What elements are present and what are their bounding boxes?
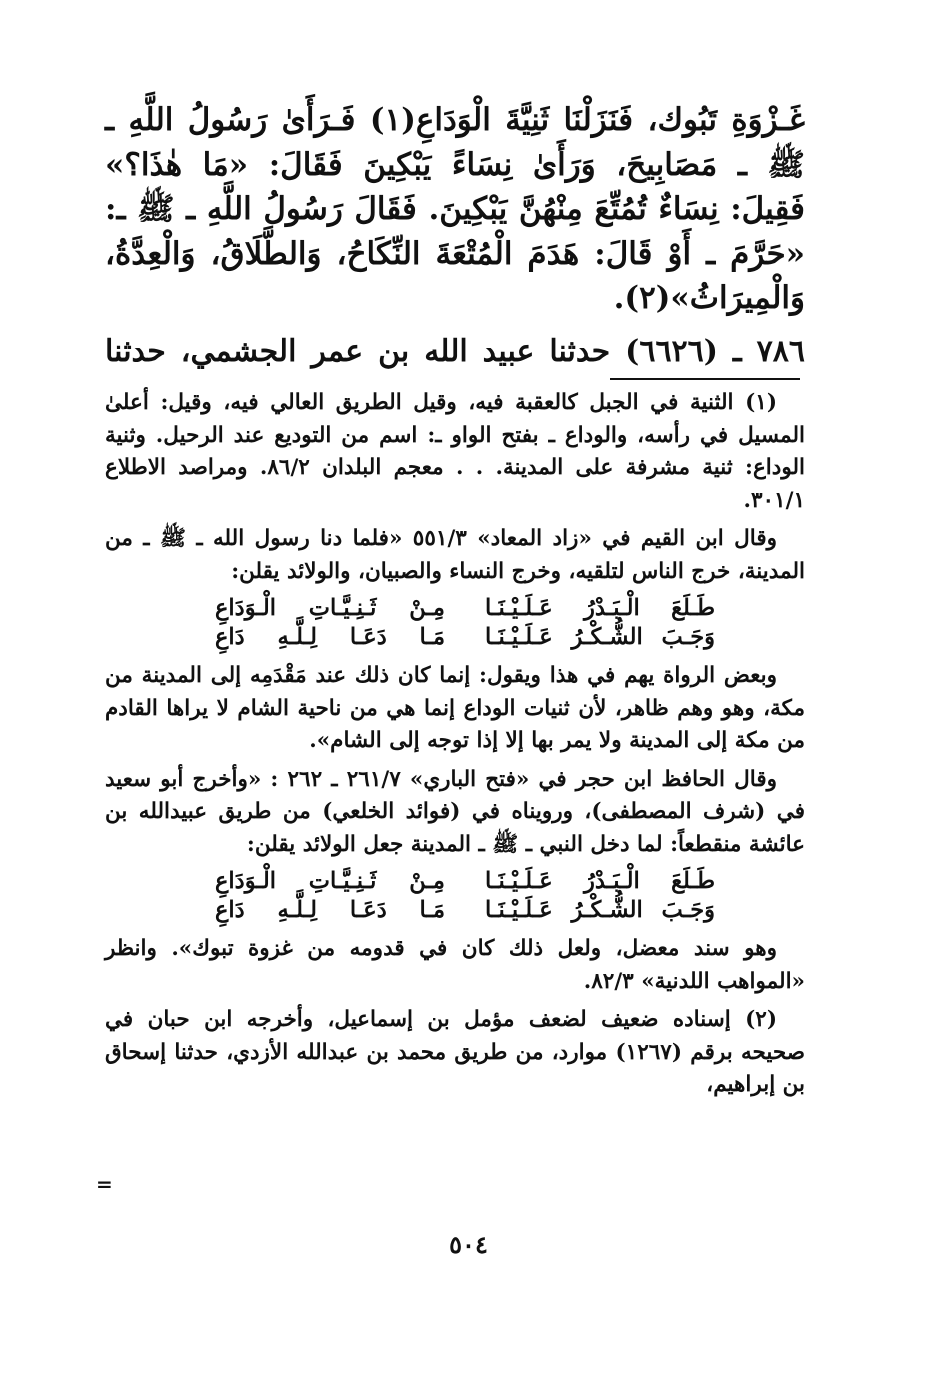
hemistich: مَـا دَعَـا لِـلَّـهِ دَاعِ [215, 897, 445, 923]
footnote-1-ibn-hajar: وقال الحافظ ابن حجر في «فتح الباري» ٢٦١/٧ ـ ٢٦٢ : «وأخرج أبو سعيد في (شرف المصطفى)، ورويناه في (فوائد الخلعي) من طريق عبيدالله بن عائشة منقطعاً: لما دخل النبي ـ ﷺ ـ المدينة جعل الولائد يقلن: [105, 766, 805, 857]
hemistich: وَجَـبَ الشُّـكْـرُ عَـلَـيْـنَـا [485, 897, 715, 923]
poem-1-verse-2 [105, 623, 715, 652]
poem-2-verse-1 [105, 867, 715, 896]
hemistich: طَـلَعَ الْـبَـدْرُ عَـلَـيْـنَـا [485, 868, 715, 894]
page-number: ٥٠٤ [449, 1230, 488, 1259]
footnote-1-ibn-qayyim: وقال ابن القيم في «زاد المعاد» ٥٥١/٣ «فلما دنا رسول الله ـ ﷺ ـ من المدينة، خرج الناس لتلقيه، وخرج النساء والصبيان، والولائد يقلن: [105, 526, 805, 584]
hadith-header: ٧٨٦ ـ (٦٦٢٦) حدثنا عبيد الله بن عمر الجشمي، حدثنا [105, 334, 805, 369]
poem-2 [105, 867, 805, 925]
poem-2-verse-2 [105, 896, 715, 925]
hemistich: طَـلَعَ الْـبَـدْرُ عَـلَـيْـنَـا [485, 595, 715, 621]
footnote-1: (١) الثنية في الجبل كالعقبة فيه، وقيل الطريق العالي فيه، وقيل: أعلىٰ المسيل في رأسه، والوداع ـ بفتح الواو ـ: اسم من التوديع عند الرحيل. وثنية الوداع: ثنية مشرفة على المدينة. . . معجم البلدان ٨٦/٢. ومراصد الاطلاع ٣٠١/١. [105, 390, 805, 513]
hemistich: مِـنْ ثَـنِـيَّـاتِ الْـوَدَاعِ [215, 868, 445, 894]
hemistich: وَجَـبَ الشُّـكْـرُ عَـلَـيْـنَـا [485, 624, 715, 650]
hadith-text: غَـزْوَةِ تَبُوك، فَنَزَلْنَا ثَنِيَّةَ الْوَدَاعِ(١) فَـرَأَىٰ رَسُولُ اللَّهِ ـ ﷺ ـ مَصَابِيحَ، وَرَأَىٰ نِسَاءً يَبْكِينَ فَقَالَ: «مَا هٰذَا؟» فَقِيلَ: نِسَاءٌ تُمُتِّعَ مِنْهُنَّ يَبْكِينَ. فَقَالَ رَسُولُ اللَّهِ ـ ﷺ ـ: «حَرَّمَ ـ أَوْ قَالَ: هَدَمَ الْمُتْعَةَ النِّكَاحُ، وَالطَّلَاقُ، وَالْعِدَّةُ، وَالْمِيرَاثُ»(٢). [105, 102, 805, 316]
footnote-1-commentary: وبعض الرواة يهم في هذا ويقول: إنما كان ذلك عند مَقْدَمِه إلى المدينة من مكة، وهو وهم ظاهر، لأن ثنيات الوداع إنما هي من ناحية الشام لا يراها القادم من مكة إلى المدينة ولا يمر بها إلا إذا توجه إلى الشام». [105, 663, 805, 753]
hemistich: مَـا دَعَـا لِـلَّـهِ دَاعِ [215, 624, 445, 650]
poem-1 [105, 594, 805, 652]
footnote-2: (٢) إسناده ضعيف لضعف مؤمل بن إسماعيل، وأخرجه ابن حبان في صحيحه برقم (١٢٦٧) موارد، من طريق محمد بن عبدالله الأزدي، حدثنا إسحاق بن إبراهيم، [105, 1007, 805, 1097]
footnote-separator [610, 378, 800, 380]
continuation-mark: = [96, 1172, 113, 1196]
footnotes [105, 387, 805, 1108]
footnote-1-conclusion: وهو سند معضل، ولعل ذلك كان في قدومه من غزوة تبوك». وانظر «المواهب اللدنية» ٨٢/٣. [105, 936, 805, 994]
poem-1-verse-1 [105, 594, 715, 623]
hemistich: مِـنْ ثَـنِـيَّـاتِ الْـوَدَاعِ [215, 595, 445, 621]
